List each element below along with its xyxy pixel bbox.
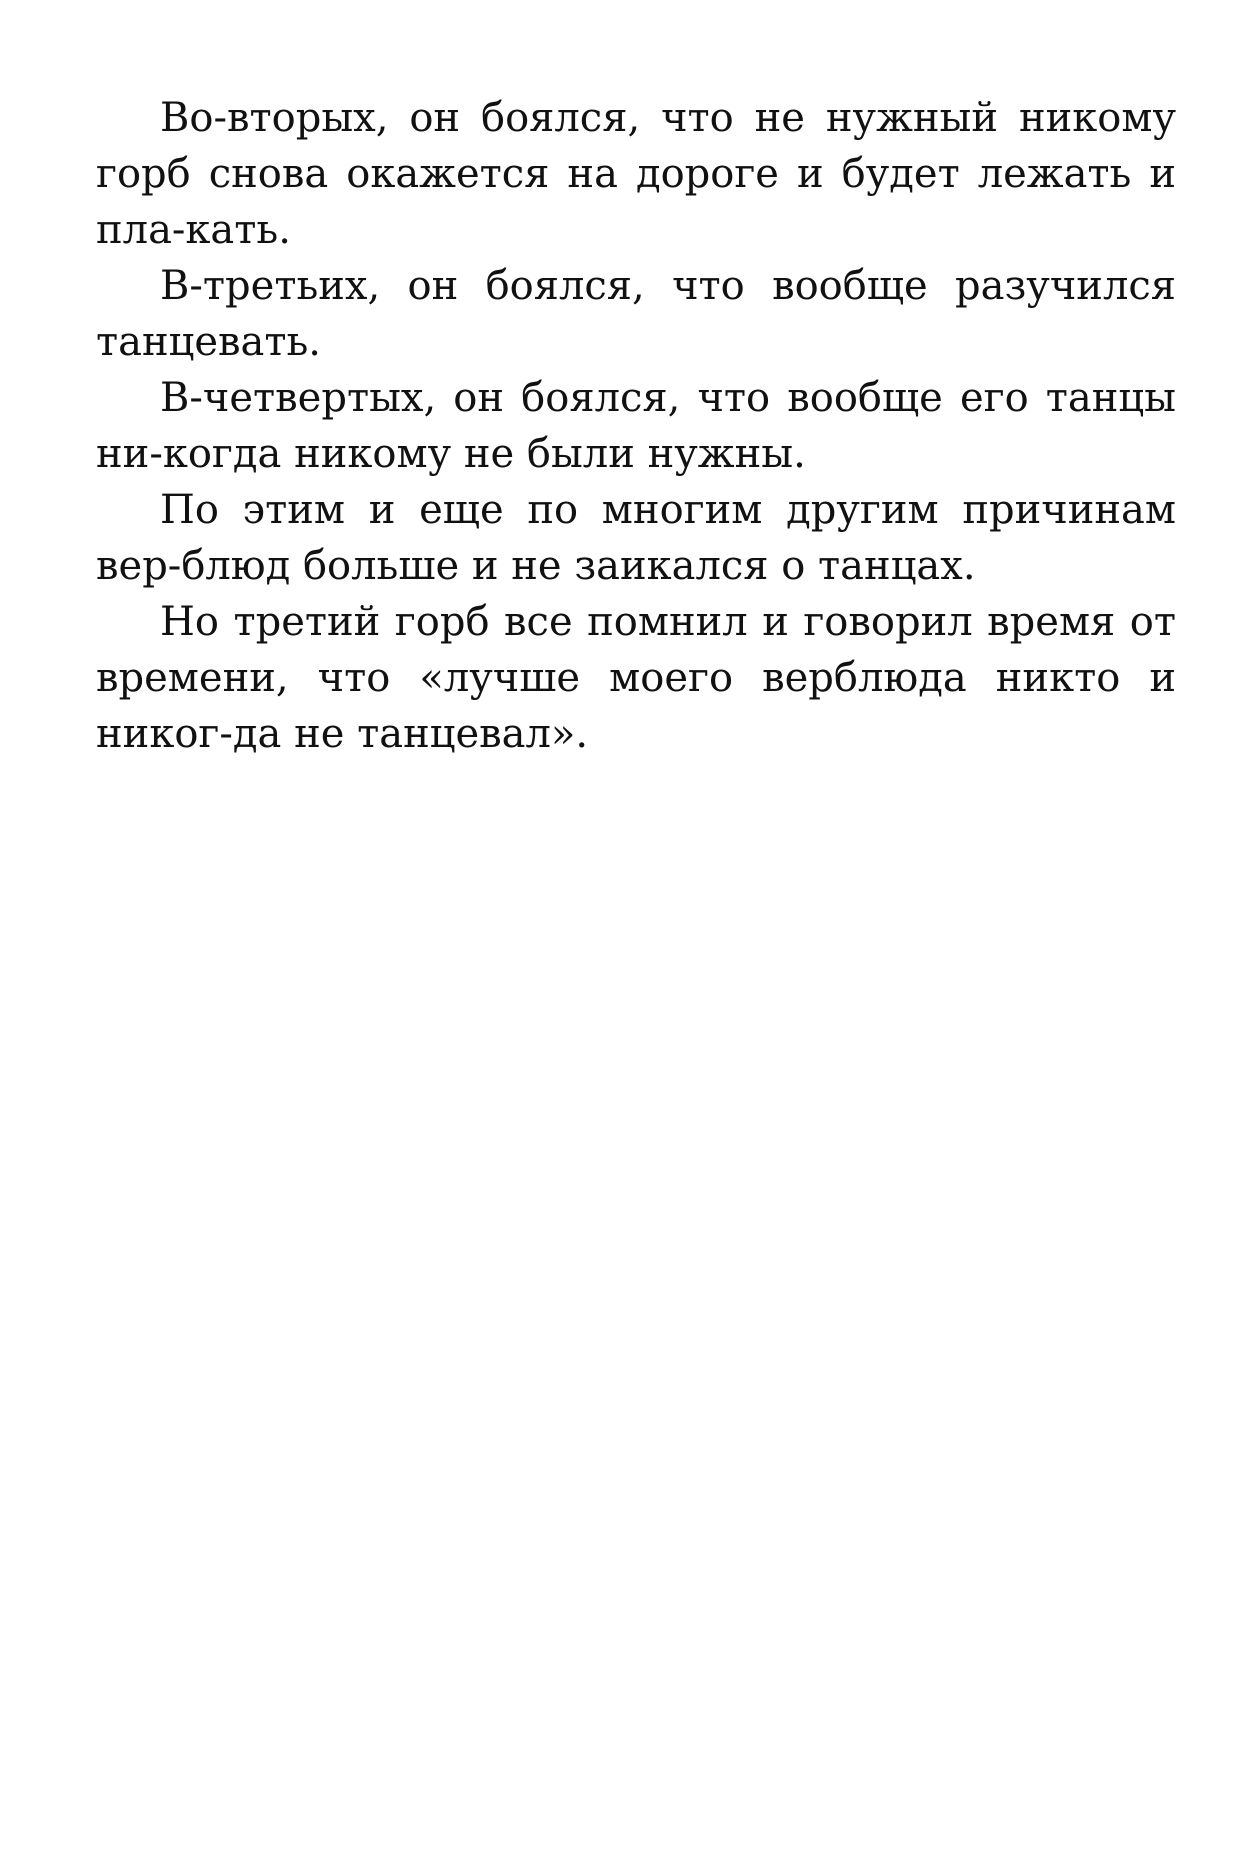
paragraph-1: Во-вторых, он боялся, что не нужный никому горб снова окажется на дороге и будет лежать и пла-кать. (96, 95, 1176, 253)
paragraph-5: Но третий горб все помнил и говорил время от времени, что «лучше моего верблюда никто и никог-да не танцевал». (96, 599, 1176, 757)
page-text (96, 90, 1176, 762)
paragraph-4: По этим и еще по многим другим причинам вер-блюд больше и не заикался о танцах. (96, 487, 1176, 589)
paragraph-3: В-четвертых, он боялся, что вообще его танцы ни-когда никому не были нужны. (96, 375, 1176, 477)
paragraph-2: В-третьих, он боялся, что вообще разучился танцевать. (96, 263, 1176, 365)
